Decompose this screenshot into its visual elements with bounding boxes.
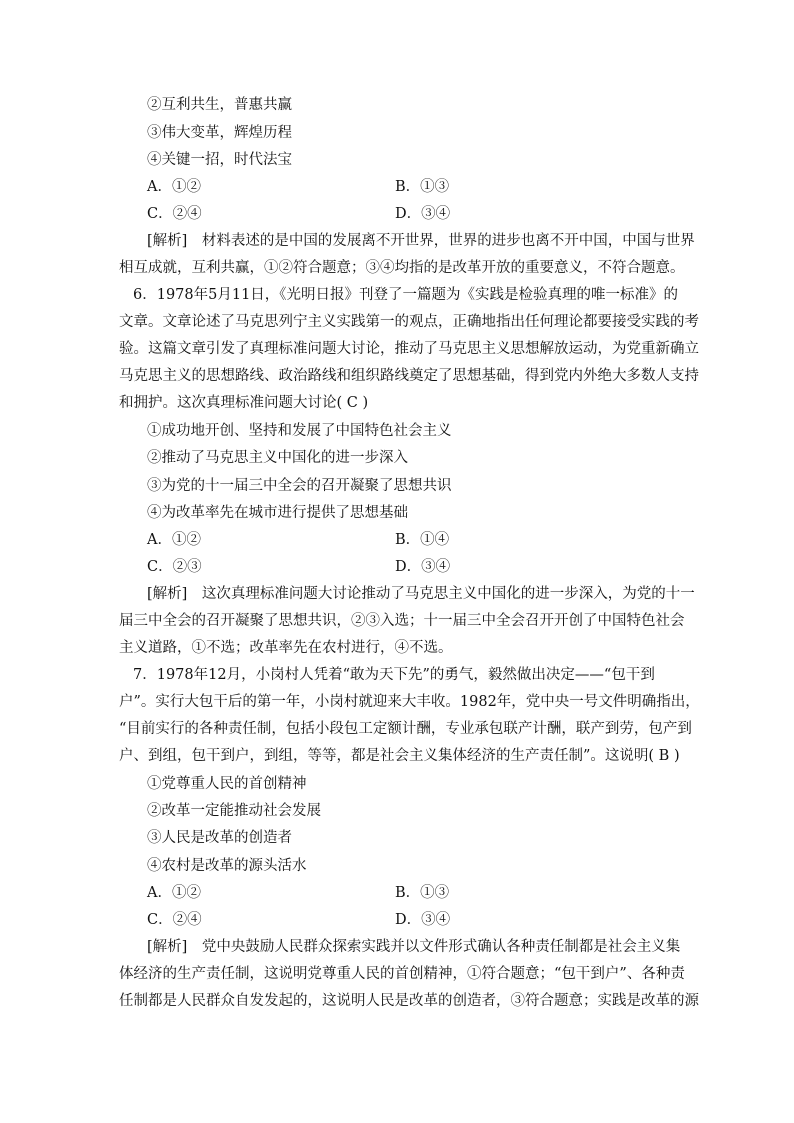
q6-analysis-line-1: [解析] 这次真理标准问题大讨论推动了马克思主义中国化的进一步深入，为党的十一	[147, 586, 695, 602]
q6-stem-line-3: 验。这篇文章引发了真理标准问题大讨论，推动了马克思主义思想解放运动，为党重新确立	[119, 341, 699, 357]
q5-item-4: ④关键一招，时代法宝	[147, 152, 292, 168]
q5-option-b: B．①③	[395, 179, 450, 195]
q5-analysis-line-2: 相互成就，互利共赢，①②符合题意；③④均指的是改革开放的重要意义，不符合题意。	[119, 260, 685, 276]
q6-option-d: D．③④	[395, 559, 451, 575]
q6-item-4: ④为改革率先在城市进行提供了思想基础	[147, 505, 408, 521]
q7-item-1: ①党尊重人民的首创精神	[147, 776, 307, 792]
q6-option-a: A．①②	[147, 532, 201, 548]
q6-option-b: B．①④	[395, 532, 450, 548]
q5-item-2: ②互利共生，普惠共赢	[147, 97, 292, 113]
q5-option-c: C．②④	[147, 206, 202, 222]
q7-option-d: D．③④	[395, 912, 451, 928]
q6-analysis-line-3: 主义道路，①不选；改革率先在农村进行，④不选。	[119, 640, 453, 656]
q5-option-d: D．③④	[395, 206, 451, 222]
q5-item-3: ③伟大变革，辉煌历程	[147, 125, 292, 141]
q7-item-2: ②改革一定能推动社会发展	[147, 803, 321, 819]
q6-analysis-line-2: 届三中全会的召开凝聚了思想共识，②③入选；十一届三中全会召开开创了中国特色社会	[119, 613, 685, 629]
q6-item-3: ③为党的十一届三中全会的召开凝聚了思想共识	[147, 478, 452, 494]
q6-stem-line-1: 6．1978年5月11日，《光明日报》刊登了一篇题为《实践是检验真理的唯一标准》的	[133, 287, 679, 303]
q6-stem-line-5: 和拥护。这次真理标准问题大讨论( C )	[119, 395, 369, 411]
q7-stem-line-4: 户、到组，包干到户，到组，等等，都是社会主义集体经济的生产责任制”。这说明( B )	[119, 748, 680, 764]
q7-option-b: B．①③	[395, 885, 450, 901]
q7-stem-line-2: 户”。实行大包干后的第一年，小岗村就迎来大丰收。1982年，党中央一号文件明确指出，	[119, 694, 700, 710]
q7-stem-line-1: 7．1978年12月，小岗村人凭着“敢为天下先”的勇气，毅然做出决定——“包干到	[133, 667, 655, 683]
q7-stem-line-3: “目前实行的各种责任制，包括小段包工定额计酬，专业承包联产计酬，联产到劳，包产到	[119, 721, 692, 737]
q6-item-2: ②推动了马克思主义中国化的进一步深入	[147, 450, 408, 466]
q6-stem-line-4: 马克思主义的思想路线、政治路线和组织路线奠定了思想基础，得到党内外绝大多数人支持	[119, 368, 699, 384]
q5-option-a: A．①②	[147, 179, 201, 195]
q7-analysis-line-2: 体经济的生产责任制，这说明党尊重人民的首创精神，①符合题意；“包干到户”、各种责	[119, 966, 685, 982]
q7-item-4: ④农村是改革的源头活水	[147, 858, 307, 874]
q6-option-c: C．②③	[147, 559, 202, 575]
q7-item-3: ③人民是改革的创造者	[147, 830, 292, 846]
q7-analysis-line-3: 任制都是人民群众自发发起的，这说明人民是改革的创造者，③符合题意；实践是改革的源	[119, 993, 699, 1009]
q7-analysis-line-1: [解析] 党中央鼓励人民群众探索实践并以文件形式确认各种责任制都是社会主义集	[147, 939, 681, 955]
q5-analysis-line-1: [解析] 材料表述的是中国的发展离不开世界，世界的进步也离不开中国，中国与世界	[147, 233, 695, 249]
q6-stem-line-2: 文章。文章论述了马克思列宁主义实践第一的观点，正确地指出任何理论都要接受实践的考	[119, 314, 699, 330]
q7-option-c: C．②④	[147, 912, 202, 928]
q7-option-a: A．①②	[147, 885, 201, 901]
q6-item-1: ①成功地开创、坚持和发展了中国特色社会主义	[147, 423, 452, 439]
